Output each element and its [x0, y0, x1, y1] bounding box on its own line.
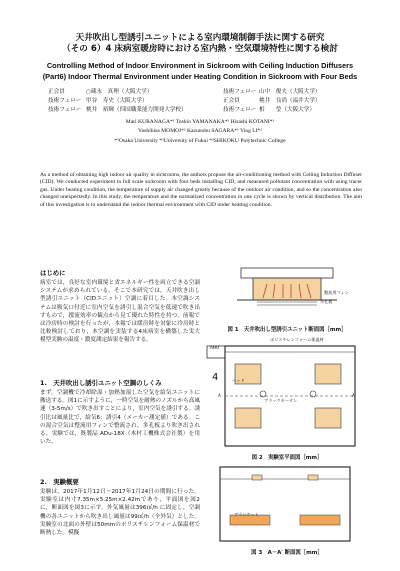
- figure-3-section: [216, 463, 354, 545]
- fig3-label-bed: ブランケット: [234, 512, 259, 517]
- author-row-1: [48, 88, 152, 96]
- author-name: 相 瑩（大阪大学）: [259, 107, 315, 113]
- fig2-label-a: A: [218, 393, 221, 398]
- figure-1-caption: 図 1 天井吹出し型誘引ユニット断面図［mm］: [227, 327, 347, 333]
- title-en-line-1: Controlling Method of Indoor Environment in Sickroom with Ceiling Induction Diffusers: [46, 61, 354, 70]
- title-japanese: [0, 33, 400, 55]
- section-1-heading: 1. 天井吹出し誘引ユニット空調のしくみ: [40, 379, 162, 387]
- title-ja-line-1: 天井吹出し型誘引ユニットによる室内環境制御手法に関する研究: [75, 33, 325, 43]
- author-role: 技術フェロー: [48, 107, 82, 113]
- author-row-2: [48, 97, 148, 105]
- author-name: 桃井 良尚（福井大学）: [259, 98, 321, 104]
- author-role: 正会員: [48, 89, 65, 95]
- section-intro-heading: はじめに: [40, 269, 66, 277]
- section-intro-body: 病室では，良好な室内環境と省エネルギー性を両立できる空調システムが求められている。そこで本研究では，天井吹き出し型誘引ユニット（CIDユニット）空調に着目した。本空調システムは吸気口付近に室内空気を誘引し混合空気を低速で吹き出すもので，撹流効率の観点から見て優れた特性を持つ。前報では冷房時の検討を行ったが，本報では暖房時を対象に冷房時と比較検討しており，本空調を実装する4床病室を構築した実大模型実験の温度・濃度測定結果を報告する。: [40, 280, 200, 344]
- bed-4: [315, 408, 341, 428]
- fig2-label-a2: A′: [352, 393, 356, 398]
- author-names-en-1: Mari KURANAGA*¹ Toshio YAMANAKA*¹ Hisashi KOTANI*¹: [125, 119, 275, 125]
- cid-unit-section-1: [252, 475, 262, 480]
- section-2-body: 実験は，2017年1月12日～2017年1月24日の期間に行った。実験室は内寸7.35m×5.25m×2.42mであり，平面図を図2に，断面図を図3に示す。外気風量は396㎥/h に固定し，空調機の各ユニットから吹き出し風量は99㎥/h（全外気）とした。実験室の北面の外壁は50mmのポリスチレンフォーム保温材で断熱した。模擬: [40, 489, 200, 537]
- title-en-line-2: (Part6) Indoor Thermal Environment under Heating Condition in Sickroom with Four Beds: [42, 72, 358, 81]
- author-name: ○蔵永 真理（大阪大学）: [86, 89, 153, 95]
- author-names-en-2: Yoshihisa MOMOI*² Kazunobu SAGARA*¹ Ying LI*¹: [137, 128, 263, 134]
- section-2-heading: 2. 実験概要: [40, 478, 79, 486]
- figure-3-caption: 図 3 A－A′ 断面図［mm］: [251, 550, 323, 556]
- author-name: 甲谷 寿史（大阪大学）: [86, 98, 148, 104]
- section-1-body: まず，空調機で冷却除湿・加熱加湿した空気を給気ユニットに搬送する。図1に示すように，一時空気を耐熱のノズルから高風速（3-5m/s）で吹き出すことにより，室内空気を誘引する。誘引比は風量比で，給気6：誘引4（メーカー測定値）である。この混合空気は整流用フィンで整流され，多孔板より吹き出される。実験では，既製品 ADu-18X（木村工機株式会社製）を用いた。: [40, 390, 200, 446]
- bed-2: [315, 364, 341, 384]
- author-name: 桃井 裕輝（四国職業能力開発大学校）: [86, 107, 187, 113]
- author-role: 技術フェロー: [223, 89, 257, 95]
- fig1-label-plate: 多孔板: [320, 299, 333, 304]
- fin-lines: [257, 302, 317, 305]
- fig2-label-curtain: ブラックカーテン: [264, 398, 298, 403]
- cid-unit-section-2: [308, 475, 318, 480]
- author-role: 技術フェロー: [223, 107, 257, 113]
- abstract: As a method of obtaining high indoor air quality in sickrooms, the authors propose the air-conditioning method with Ceiling Induction Diffuser (CID). We conducted experiment in full scale sickroom with four beds installing CID, and measured pollutant concentration with using tracer gas. Under heating condition, the temperature of supply air changed greatly because of the outdoor air condition, and so the concentration also changed unexpectedly. In this study, the temperature and the normalized concentration in one cycle is shown by vertical distribution. The aim of this investigation is to understand the indoor thermal environment with CID under heating condition.: [40, 172, 362, 208]
- fig2-label-ahu: AHU: [210, 345, 220, 350]
- unit-duct: [241, 268, 333, 278]
- title-english: [0, 60, 400, 82]
- author-row-right-1: [223, 88, 321, 96]
- bed-section-2: [300, 515, 340, 525]
- fig2-label-bed: ベッド: [232, 378, 245, 383]
- fig1-label-fin: 整流用フィン: [324, 290, 349, 295]
- author-role: 正会員: [223, 98, 240, 104]
- figure-2-plan: [205, 334, 367, 450]
- section-outline: [220, 467, 350, 541]
- fig2-label-foam: ポリスチレンフォーム保温材: [270, 337, 324, 342]
- author-row-right-3: [223, 106, 315, 114]
- title-ja-line-2: （その 6）4 床病室暖房時における室内熱・空気環境特性に関する検討: [62, 44, 338, 54]
- bed-3: [235, 408, 261, 428]
- author-row-3: [48, 106, 187, 114]
- fig2-label-num: 4: [212, 372, 219, 383]
- author-name: 山中 俊夫（大阪大学）: [259, 89, 321, 95]
- author-role: 技術フェロー: [48, 98, 82, 104]
- figure-2-caption: 図 2 実験室平面図［mm］: [251, 455, 323, 461]
- affiliations-en: *¹Osaka University *²University of Fukui *³SHIKOKU Polytechnic College: [114, 138, 286, 144]
- author-row-right-2: [223, 97, 321, 105]
